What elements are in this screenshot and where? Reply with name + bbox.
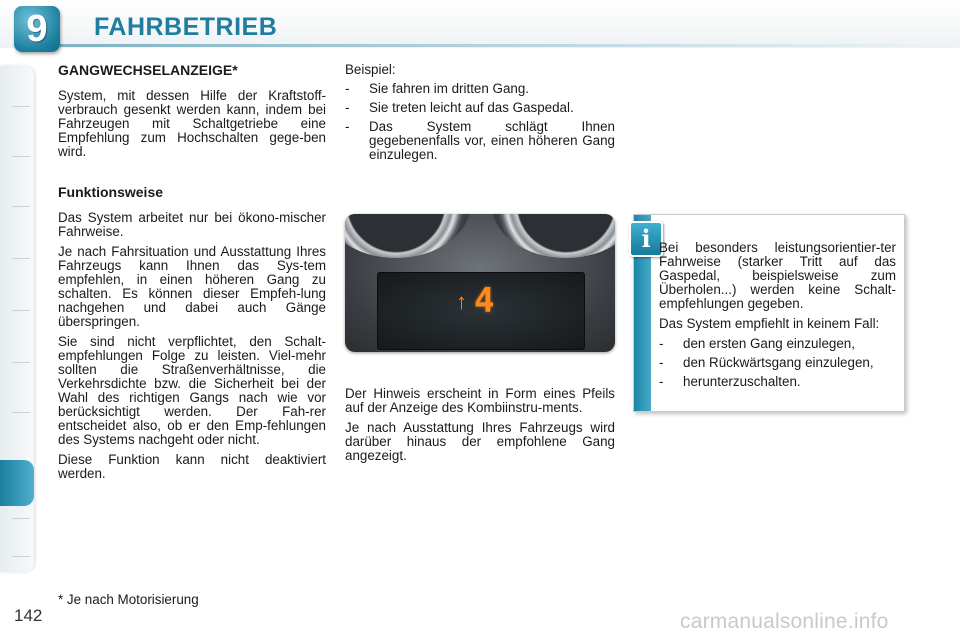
watermark: carmanualsonline.info xyxy=(680,610,889,633)
list-item: - Sie fahren im dritten Gang. xyxy=(345,82,615,96)
chapter-tab-active[interactable] xyxy=(0,460,34,506)
instrument-display xyxy=(377,272,585,350)
gauge-left xyxy=(345,214,471,258)
paragraph: Der Hinweis erscheint in Form eines Pfeils auf der Anzeige des Kombiinstru-ments. xyxy=(345,386,615,415)
list-item: - den Rückwärtsgang einzulegen, xyxy=(659,356,896,370)
paragraph: Das System arbeitet nur bei ökono-mischer Fahrweise. xyxy=(58,210,326,239)
example-block xyxy=(345,63,615,167)
chapter-tab[interactable] xyxy=(12,412,30,413)
info-icon: i xyxy=(629,221,663,257)
header-divider xyxy=(60,44,960,47)
paragraph: Je nach Ausstattung Ihres Fahrzeugs wird darüber hinaus der empfohlene Gang angezeigt. xyxy=(345,420,615,463)
page-number: 142 xyxy=(14,606,43,625)
chapter-tab[interactable] xyxy=(12,556,30,557)
chapter-badge: 9 xyxy=(14,6,60,52)
display-description xyxy=(345,387,615,469)
paragraph: Je nach Fahrsituation und Ausstattung Ihres Fahrzeugs kann Ihnen das Sys-tem empfehlen, in einen höheren Gang zu schalten. Es können dieser Empfeh-lung nachgehen und dabei auch Gänge überspringen. xyxy=(58,244,326,329)
list-item: - Sie treten leicht auf das Gaspedal. xyxy=(345,101,615,115)
list-item: - Das System schlägt Ihnen gegebenenfalls vor, einen höheren Gang einzulegen. xyxy=(345,120,615,162)
functionality-text xyxy=(58,211,326,487)
chapter-tabs xyxy=(0,66,34,572)
info-text xyxy=(659,241,896,394)
chapter-tab[interactable] xyxy=(12,106,30,107)
gauge-right xyxy=(491,214,615,258)
upshift-arrow-icon: ↑ xyxy=(456,289,467,314)
list-item: - herunterzuschalten. xyxy=(659,375,896,389)
example-lead: Beispiel: xyxy=(345,62,396,77)
example-list xyxy=(345,82,615,162)
section-title: GANGWECHSELANZEIGE* xyxy=(58,62,238,78)
paragraph: Diese Funktion kann nicht deaktiviert werden. xyxy=(58,452,326,481)
chapter-tab[interactable] xyxy=(12,310,30,311)
subsection-title: Funktionsweise xyxy=(58,184,164,200)
intro-paragraph: System, mit dessen Hilfe der Kraftstoff-verbrauch gesenkt werden kann, indem bei Fahrzeugen mit Schaltgetriebe eine Empfehlung zum Hochschalten gege-ben wird. xyxy=(58,88,326,159)
info-paragraph: Das System empfiehlt in keinem Fall: xyxy=(659,316,880,331)
chapter-tab[interactable] xyxy=(12,518,30,519)
info-paragraph: Bei besonders leistungsorientier-ter Fahrweise (starker Tritt auf das Gaspedal, beispielsweise zum Überholen...) werden keine Schalt-empfehlungen gegeben. xyxy=(659,240,896,311)
chapter-tab[interactable] xyxy=(12,156,30,157)
recommended-gear: 4 xyxy=(474,281,495,321)
info-list xyxy=(659,337,896,389)
paragraph: Sie sind nicht verpflichtet, den Schalt-empfehlungen Folge zu leisten. Viel-mehr sollten die Straßenverhältnisse, die Verkehrsdichte bzw. die Sicherheit bei der Wahl des richtigen Gangs nach wie vor berücksichtigt werden. Der Fah-rer entscheidet also, ob er den Emp-fehlungen des Systems nachgeht oder nicht. xyxy=(58,334,326,447)
chapter-title: FAHRBETRIEB xyxy=(94,13,278,41)
intro-text xyxy=(58,89,326,165)
chapter-tab[interactable] xyxy=(12,258,30,259)
footnote: * Je nach Motorisierung xyxy=(58,592,199,607)
list-item: - den ersten Gang einzulegen, xyxy=(659,337,896,351)
instrument-panel-image xyxy=(345,214,615,352)
chapter-tab[interactable] xyxy=(12,362,30,363)
chapter-tab[interactable] xyxy=(12,206,30,207)
